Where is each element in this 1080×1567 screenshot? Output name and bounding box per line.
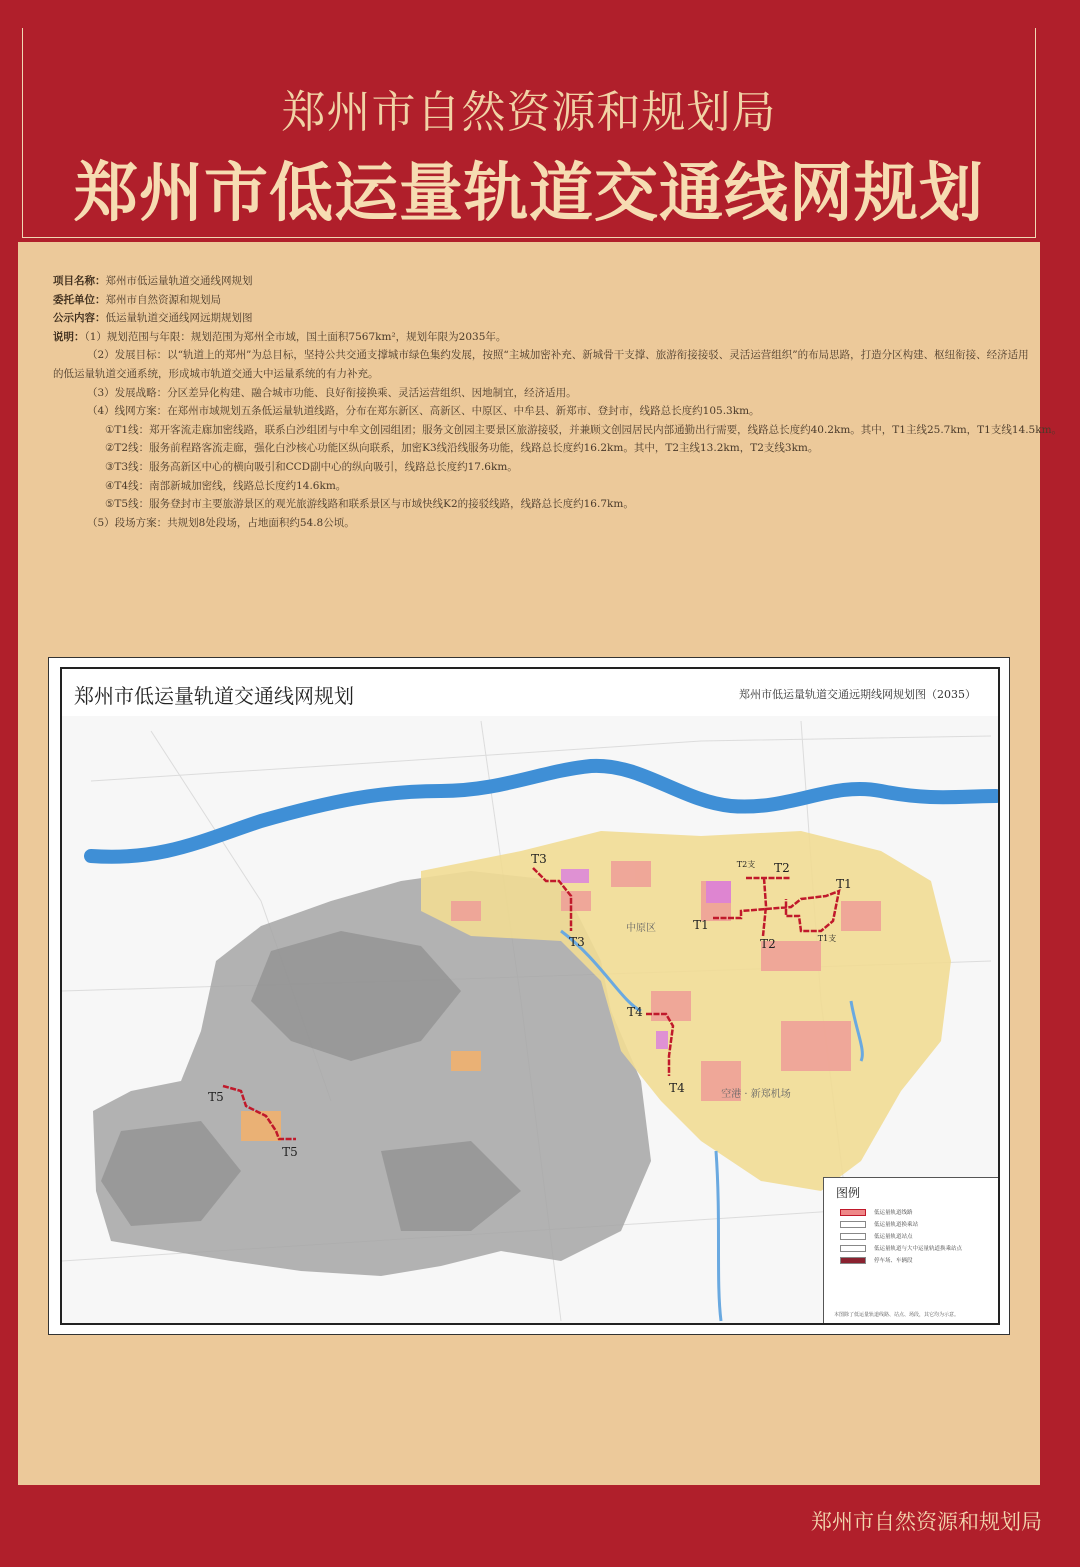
poster-title: 郑州市低运量轨道交通线网规划 <box>74 157 984 231</box>
legend-label: 低运量轨道站点 <box>874 1234 913 1240</box>
legend-label: 停车场、车辆段 <box>874 1258 913 1264</box>
place-label: 空港 · 新郑机场 <box>721 1089 791 1100</box>
legend-item <box>840 1220 918 1228</box>
map-frame <box>48 657 1010 1335</box>
depot-swatch <box>840 1257 866 1264</box>
label-t1: T1 <box>693 918 709 932</box>
map-legend <box>823 1177 1000 1325</box>
legend-item <box>840 1232 913 1240</box>
map-subtitle: 郑州市低运量轨道交通远期线网规划图（2035） <box>739 688 976 701</box>
description-item: ③T3线：服务高新区中心的横向吸引和CCD副中心的纵向吸引，线路总长度约17.6km。 <box>105 460 518 473</box>
content-label: 公示内容： <box>53 312 106 325</box>
project-value: 郑州市低运量轨道交通线网规划 <box>105 275 253 287</box>
place-label: 中原区 <box>626 923 656 934</box>
description-item: （4）线网方案：在郑州市域规划五条低运量轨道线路，分布在郑东新区、高新区、中原区、中牟县、新郑市、登封市，线路总长度约105.3km。 <box>87 405 760 418</box>
legend-note: 本图除了低运量轨道线路、站点、场段，其它均为示意。 <box>834 1312 960 1318</box>
project-label: 项目名称： <box>53 275 106 287</box>
label-t5: T5 <box>282 1145 298 1159</box>
legend-item <box>840 1208 913 1216</box>
client-value: 郑州市自然资源和规划局 <box>105 293 221 306</box>
description-item: （2）发展目标：以“轨道上的郑州”为总目标，坚持公共交通支撑城市绿色集约发展，按照“主城加密补充、新城骨干支撑、旅游衔接接驳、灵活运营组织”的布局思路，打造分区构建、枢纽衔接、经济适用 <box>87 349 1029 362</box>
legend-item <box>840 1244 962 1252</box>
legend-label: 低运量轨道线路 <box>874 1210 913 1216</box>
label-t3: T3 <box>569 935 585 949</box>
legend-item <box>840 1256 913 1264</box>
interchange-swatch <box>840 1245 866 1252</box>
description-item: （5）段场方案：共规划8处段场，占地面积约54.8公顷。 <box>87 516 355 529</box>
client-label: 委托单位： <box>53 293 106 306</box>
poster-header <box>18 28 1040 242</box>
description-item: （3）发展战略：分区差异化构建、融合城市功能、良好衔接换乘、灵活运营组织、因地制宜，经济适用。 <box>87 386 577 399</box>
legend-label: 低运量轨道与大中运量轨道换乘站点 <box>874 1246 963 1252</box>
label-t3: T3 <box>531 852 547 866</box>
label-t2-branch: T2支 <box>736 860 756 869</box>
label-t2: T2 <box>760 937 776 951</box>
station-swatch <box>840 1233 866 1240</box>
line-swatch <box>840 1209 866 1216</box>
label-t1: T1 <box>836 877 852 891</box>
legend-label: 低运量轨道换乘站 <box>874 1222 919 1228</box>
description-label: 说明： <box>53 330 85 343</box>
project-info <box>53 272 1063 532</box>
description-item: ⑤T5线：服务登封市主要旅游景区的观光旅游线路和联系景区与市域快线K2的接驳线路，线路总长度约16.7km。 <box>105 498 634 511</box>
description-item: ①T1线：郑开客流走廊加密线路，联系白沙组团与中牟文创园组团；服务文创园主要景区旅游接驳，并兼顾文创园居民内部通勤出行需要，线路总长度约40.2km。其中，T1主线25.7km，T1支线14.5km。 <box>105 423 1063 436</box>
label-t2: T2 <box>774 861 790 875</box>
content-value: 低运量轨道交通线网远期规划图 <box>105 312 253 325</box>
transfer-station-swatch <box>840 1221 866 1228</box>
map-title: 郑州市低运量轨道交通线网规划 <box>74 684 354 708</box>
description-item: ②T2线：服务前程路客流走廊，强化白沙核心功能区纵向联系，加密K3线沿线服务功能，线路总长度约16.2km。其中，T2主线13.2km，T2支线3km。 <box>105 442 819 455</box>
label-t5: T5 <box>208 1090 224 1104</box>
label-t1-branch: T1支 <box>817 934 837 943</box>
label-t4: T4 <box>627 1005 643 1019</box>
description-item: ④T4线：南部新城加密线，线路总长度约14.6km。 <box>105 479 347 492</box>
description-item: （1）规划范围与年限：规划范围为郑州全市域，国土面积7567km²，规划年限为2035年。 <box>84 330 507 343</box>
organization-name: 郑州市自然资源和规划局 <box>281 87 777 138</box>
map-panel <box>60 667 1000 1325</box>
footer-organization: 郑州市自然资源和规划局 <box>811 1510 1042 1534</box>
map-header <box>62 669 998 718</box>
legend-title: 图例 <box>836 1186 861 1200</box>
description-item: 的低运量轨道交通系统，形成城市轨道交通大中运量系统的有力补充。 <box>53 367 379 380</box>
label-t4: T4 <box>669 1081 685 1095</box>
